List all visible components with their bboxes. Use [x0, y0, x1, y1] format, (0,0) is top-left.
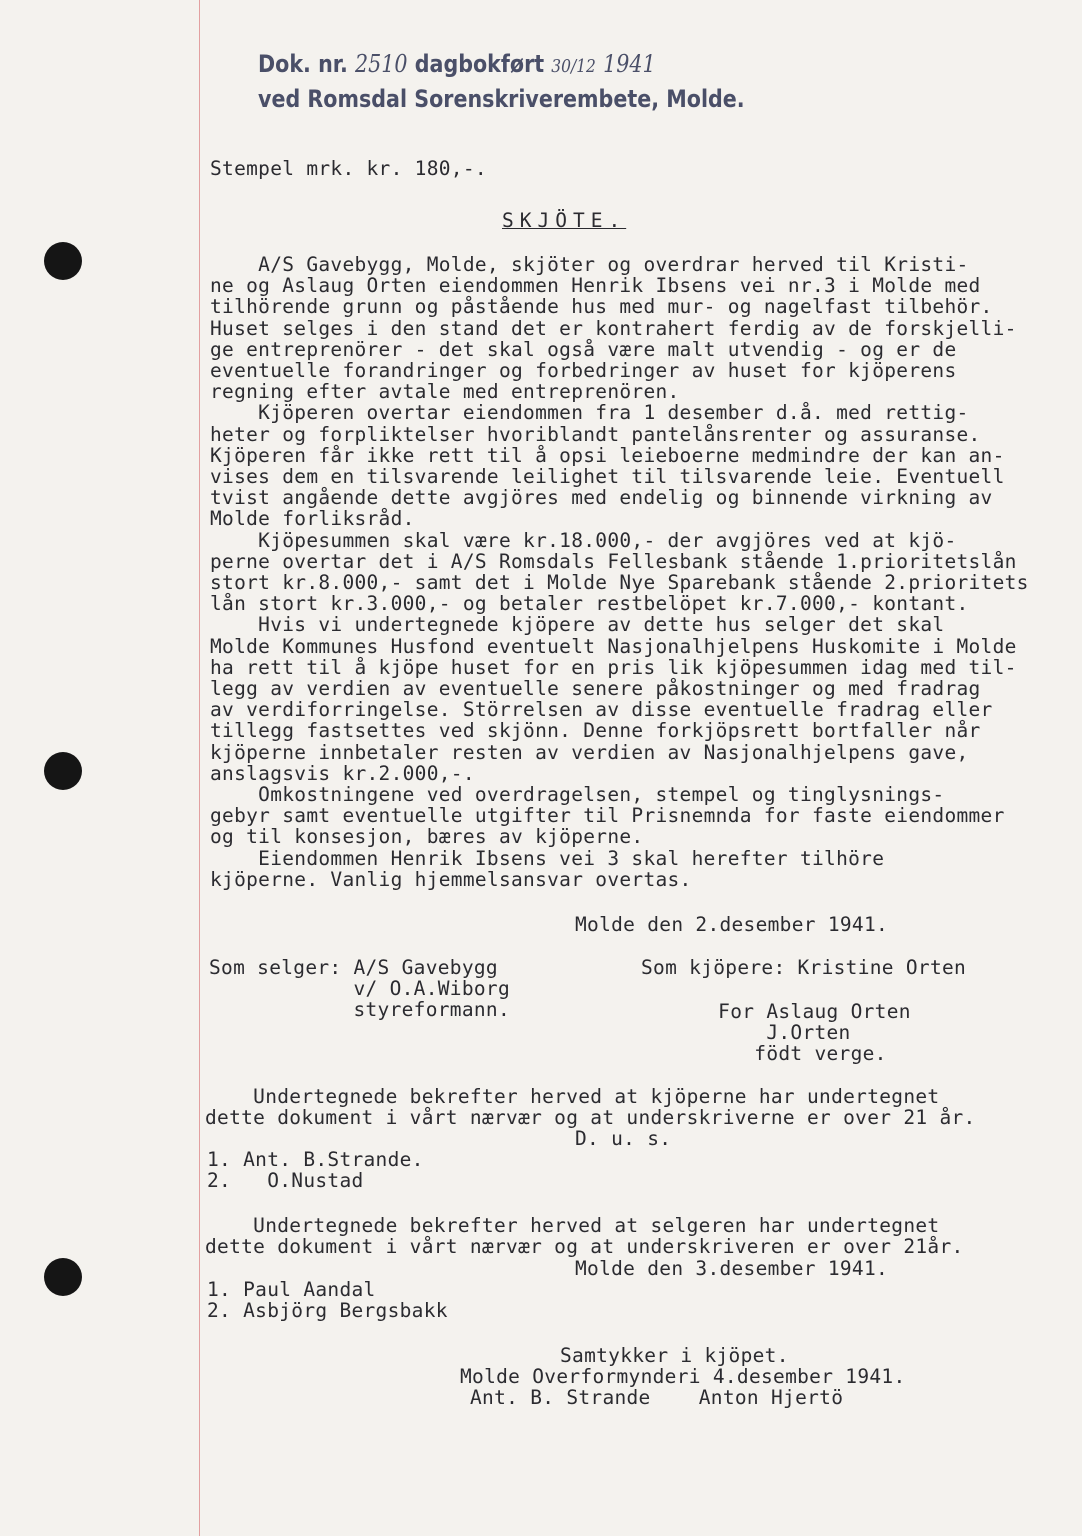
- body-line: stort kr.8.000,- samt det i Molde Nye Sparebank stående 2.prioritets: [210, 571, 1029, 594]
- stamp-year: 1941: [603, 50, 656, 78]
- body-line: Kjöpesummen skal være kr.18.000,- der avgjöres ved at kjö-: [210, 528, 957, 552]
- stamp-registered: dagbokført: [414, 50, 545, 78]
- body-line: gebyr samt eventuelle utgifter til Prisnemnda for faste eiendommer: [210, 804, 1005, 828]
- witness2-name-2: 2. Asbjörg Bergsbakk: [207, 1299, 448, 1322]
- body-line: Molde forliksråd.: [210, 507, 415, 531]
- body-line: heter og forpliktelser hvoriblandt pantelånsrenter og assuranse.: [210, 422, 981, 446]
- punch-hole: [44, 1258, 82, 1296]
- witness1-name-1: 1. Ant. B.Strande.: [207, 1148, 424, 1171]
- stamp-date: 30/12: [551, 56, 596, 77]
- body-line: ha rett til å kjöpe huset for en pris lik kjöpesummen idag med til-: [210, 655, 1017, 679]
- body-line: kjöperne innbetaler resten av verdien av Nasjonalhjelpens gave,: [210, 740, 969, 764]
- registry-stamp-line2: ved Romsdal Sorenskriverembete, Molde.: [258, 85, 745, 113]
- body-line: av verdiforringelse. Störrelsen av disse eventuelle fradrag eller: [210, 698, 993, 722]
- witness2-line-2: dette dokument i vårt nærvær og at underskriveren er over 21år.: [205, 1235, 964, 1258]
- body-line: Omkostningene ved overdragelsen, stempel og tinglysnings-: [210, 783, 945, 806]
- body-line: Kjöperen får ikke rett til å opsi leieboerne medmindre der kan an-: [210, 443, 1005, 467]
- consent-line-3: Ant. B. Strande Anton Hjertö: [470, 1386, 844, 1409]
- consent-line-2: Molde Overformynderi 4.desember 1941.: [460, 1365, 906, 1388]
- document-title: SKJÖTE.: [502, 209, 627, 232]
- witness1-dus: D. u. s.: [575, 1127, 672, 1150]
- body-line: ge entreprenörer - det skal også være malt utvendig - og er de: [210, 337, 957, 361]
- signing-date: Molde den 2.desember 1941.: [575, 913, 889, 936]
- body-line: eventuelle forandringer og forbedringer av huset for kjöperens: [210, 359, 957, 382]
- witness1-name-2: 2. O.Nustad: [207, 1169, 364, 1192]
- body-line: tvist angående dette avgjöres med endelig og binnende virkning av: [210, 486, 993, 510]
- stamp-prefix: Dok. nr.: [258, 50, 348, 78]
- body-line: Molde Kommunes Husfond eventuelt Nasjonalhjelpens Huskomite i Molde: [210, 634, 1017, 658]
- buyer-line-3: For Aslaug Orten: [670, 1000, 911, 1023]
- doc-number: 2510: [355, 50, 408, 78]
- body-line: vises dem en tilsvarende leilighet til tilsvarende leie. Eventuell: [210, 465, 1005, 488]
- body-line: anslagsvis kr.2.000,-.: [210, 761, 475, 785]
- witness2-line-1: Undertegnede bekrefter herved at selgeren har undertegnet: [205, 1214, 940, 1237]
- body-line: legg av verdien av eventuelle senere påkostninger og med fradrag: [210, 677, 981, 700]
- buyer-line-4: J.Orten: [670, 1021, 851, 1044]
- body-line: tillegg fastsettes ved skjönn. Denne forkjöpsrett bortfaller når: [210, 719, 981, 743]
- body-line: og til konsesjon, bæres av kjöperne.: [210, 825, 644, 849]
- body-line: Eiendommen Henrik Ibsens vei 3 skal herefter tilhöre: [210, 846, 885, 870]
- body-line: tilhörende grunn og påstående hus med mur- og nagelfast tilbehör.: [210, 295, 993, 319]
- buyer-line-1: Som kjöpere: Kristine Orten: [641, 956, 967, 979]
- buyer-line-5: födt verge.: [670, 1042, 887, 1065]
- witness2-date: Molde den 3.desember 1941.: [575, 1257, 889, 1280]
- seller-line-2: v/ O.A.Wiborg: [209, 977, 510, 1000]
- body-line: Huset selges i den stand det er kontrahert ferdig av de forskjelli-: [210, 316, 1017, 340]
- body-line: lån stort kr.3.000,- og betaler restbelöpet kr.7.000,- kontant.: [210, 592, 969, 616]
- body-line: Kjöperen overtar eiendommen fra 1 desember d.å. med rettig-: [210, 401, 969, 425]
- body-line: A/S Gavebygg, Molde, skjöter og overdrar herved til Kristi-: [210, 253, 969, 276]
- body-line: regning efter avtale med entreprenören.: [210, 380, 680, 404]
- witness1-line-2: dette dokument i vårt nærvær og at underskriverne er over 21 år.: [205, 1106, 976, 1129]
- body-line: kjöperne. Vanlig hjemmelsansvar overtas.: [210, 867, 692, 891]
- margin-line: [199, 0, 200, 1536]
- punch-hole: [44, 242, 82, 280]
- body-line: ne og Aslaug Orten eiendommen Henrik Ibsens vei nr.3 i Molde med: [210, 274, 981, 298]
- witness1-line-1: Undertegnede bekrefter herved at kjöperne har undertegnet: [205, 1085, 940, 1108]
- punch-hole: [44, 752, 82, 790]
- stamp-duty: Stempel mrk. kr. 180,-.: [210, 157, 487, 180]
- body-line: Hvis vi undertegnede kjöpere av dette hus selger det skal: [210, 613, 945, 637]
- witness2-name-1: 1. Paul Aandal: [207, 1278, 376, 1301]
- registry-stamp-line1: [258, 50, 656, 78]
- consent-line-1: Samtykker i kjöpet.: [560, 1344, 789, 1367]
- seller-line-1: Som selger: A/S Gavebygg: [209, 956, 498, 979]
- body-line: perne overtar det i A/S Romsdals Fellesbank stående 1.prioritetslån: [210, 549, 1017, 573]
- seller-line-3: styreformann.: [209, 998, 510, 1021]
